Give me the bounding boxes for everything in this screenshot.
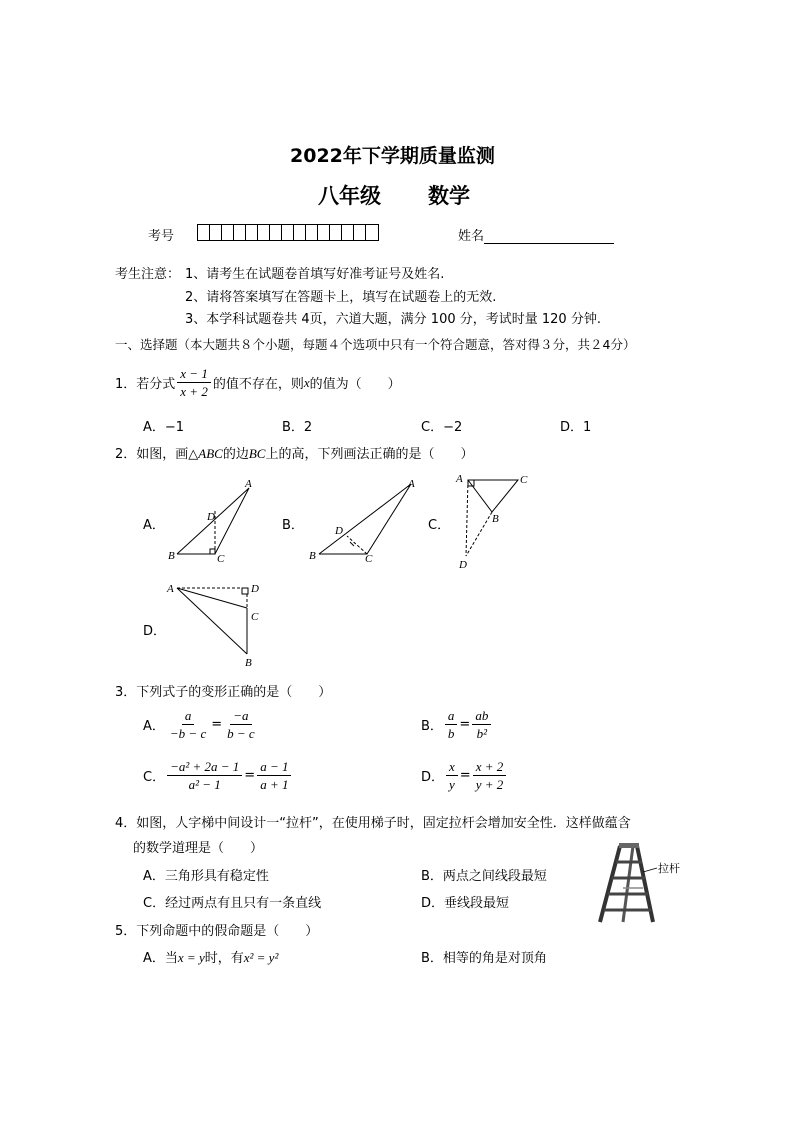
notice-label: 考生注意： (115, 267, 181, 282)
notice-item-3: 3、本学科试题卷共 4页，六道大题，满分 100 分，考试时量 120 分钟. (185, 312, 601, 327)
q2-option-c[interactable]: C． (428, 518, 451, 533)
q3-option-d[interactable]: D． $\frac{x}{y}$ = $\frac{x + 2}{y + 2}$ (421, 758, 508, 793)
q2a-label-b: B (168, 550, 175, 562)
question-4-stem-line2: 的数学道理是（ ） (133, 841, 264, 856)
q2c-label-d: D (459, 559, 467, 571)
q2c-label-a: A (456, 473, 463, 485)
exam-number-boxes[interactable] (197, 224, 379, 244)
q4-option-c[interactable]: C．经过两点有且只有一条直线 (143, 896, 322, 911)
q2b-label-b: B (309, 550, 316, 562)
q2d-label-d: D (251, 583, 259, 595)
q5-option-a[interactable]: A．当x = y时，有x² = y² (143, 950, 279, 966)
exam-title: 2022年下学期质量监测 (290, 145, 495, 167)
q2b-label-a: A (408, 478, 415, 490)
q1-option-c[interactable]: C．−2 (421, 420, 463, 435)
q5-option-b[interactable]: B．相等的角是对顶角 (421, 951, 547, 966)
q2-figure-d (163, 580, 273, 670)
q2b-label-d: D (335, 525, 343, 537)
q2b-label-c: C (365, 553, 373, 565)
q4-option-a[interactable]: A．三角形具有稳定性 (143, 869, 269, 884)
q4-option-b[interactable]: B．两点之间线段最短 (421, 869, 547, 884)
name-field-row (458, 225, 614, 244)
notice-item-1: 1、请考生在试题卷首填写好准考证号及姓名. (185, 267, 445, 282)
q2c-label-b: B (492, 513, 499, 525)
question-2-stem: 2．如图，画△ABC的边BC上的高，下列画法正确的是（ ） (115, 446, 474, 462)
q1-option-b[interactable]: B．2 (282, 420, 313, 435)
q2d-label-a: A (167, 583, 174, 595)
section-heading: 一、选择题（本大题共８个小题，每题４个选项中只有一个符合题意，答对得３分，共２4分） (115, 337, 636, 352)
ladder-figure (595, 840, 690, 928)
q1-fraction: $\frac{x - 1}{x + 2}$ (177, 365, 211, 400)
q2a-label-d: D (207, 511, 215, 523)
ladder-label: 拉杆 (658, 862, 680, 875)
subject-label: 数学 (428, 184, 470, 208)
q1-option-d[interactable]: D．1 (560, 420, 592, 435)
q2-option-a[interactable]: A． (143, 518, 165, 533)
q2-figure-b (305, 474, 425, 566)
question-3-stem: 3．下列式子的变形正确的是（ ） (115, 685, 332, 700)
q1-option-a[interactable]: A．−1 (143, 420, 185, 435)
question-4-stem-line1: 4．如图，人字梯中间设计一“拉杆”，在使用梯子时，固定拉杆会增加安全性．这样做蕴含 (115, 816, 631, 831)
q2d-label-b: B (245, 657, 252, 669)
q3-option-b[interactable]: B． $\frac{a}{b}$ = $\frac{ab}{\text{b²}}$ (421, 707, 493, 742)
notice-item-2: 2、请将答案填写在答题卡上，填写在试题卷上的无效. (185, 290, 497, 305)
q2d-label-c: C (251, 611, 259, 623)
question-1-stem: 1．若分式 $\frac{x - 1}{x + 2}$ 的值不存在，则 x 的值为（ ） (115, 366, 401, 399)
grade-label: 八年级 (318, 184, 381, 208)
name-blank[interactable] (484, 229, 614, 244)
name-label: 姓名 (458, 229, 485, 244)
q3-option-c[interactable]: C． $\frac{\text{−a² + 2a − 1}}{\text{a² − 1}}$ = $\frac{a - 1}{a + 1}$ (143, 758, 293, 793)
q2a-label-a: A (245, 478, 252, 490)
q4-option-d[interactable]: D．垂线段最短 (421, 896, 510, 911)
q2-option-d[interactable]: D． (143, 624, 167, 639)
q3-option-a[interactable]: A． $\frac{a}{-b - c}$ = $\frac{-a}{b - c}$ (143, 708, 255, 741)
q2-figure-c (450, 468, 540, 574)
q2a-label-c: C (217, 553, 225, 565)
exam-number-label: 考号 (148, 229, 175, 244)
question-5-stem: 5．下列命题中的假命题是（ ） (115, 924, 319, 939)
q2-figure-a (165, 476, 265, 566)
q2-option-b[interactable]: B． (282, 518, 304, 533)
q2c-label-c: C (520, 474, 528, 486)
